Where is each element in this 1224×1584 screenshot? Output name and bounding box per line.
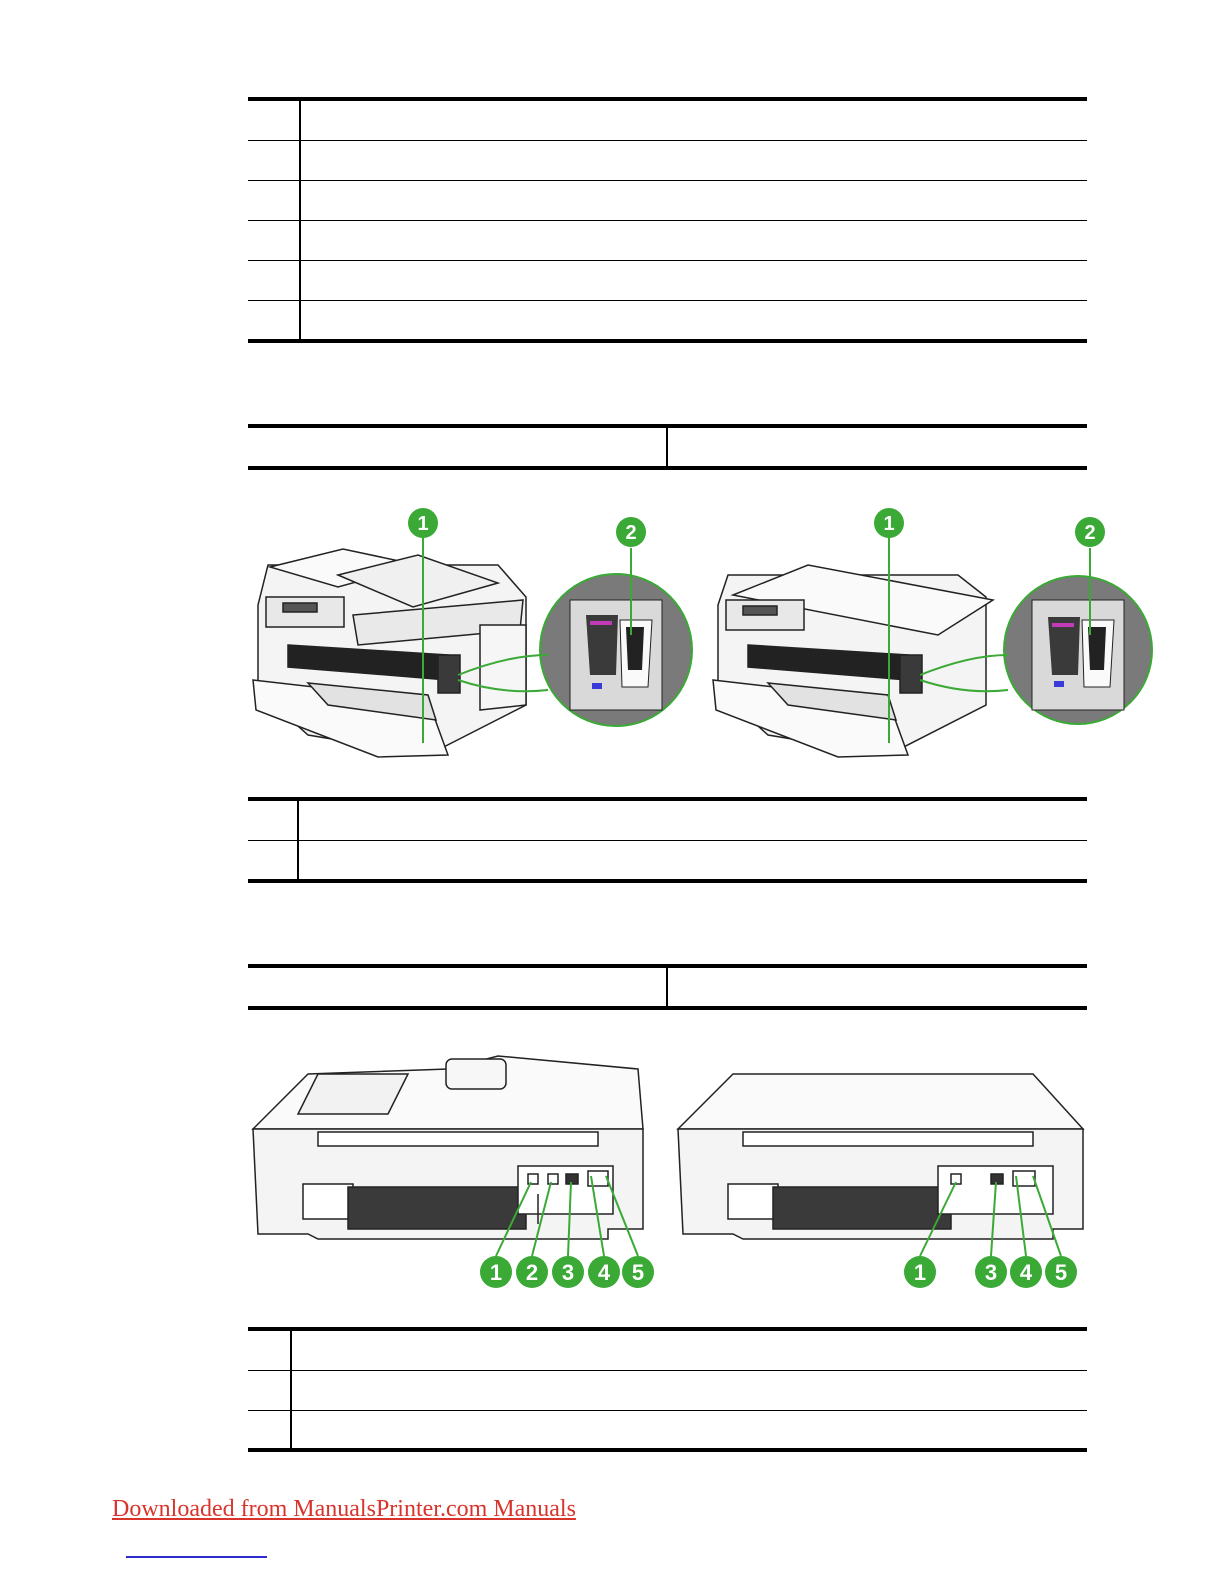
svg-text:2: 2 [625,522,637,544]
table-row [248,1370,1087,1371]
callout-4 [1010,1256,1042,1288]
table-row [248,260,1087,261]
callout-4 [588,1256,620,1288]
table-column-divider [290,1331,292,1449]
callout-2 [1075,517,1105,547]
svg-text:4: 4 [1019,1260,1033,1285]
svg-text:1: 1 [913,1260,927,1285]
svg-text:3: 3 [984,1260,998,1285]
svg-text:5: 5 [1054,1260,1068,1285]
figure-back-view-ports [248,1044,1088,1294]
table-row [248,180,1087,181]
table-row [248,840,1087,841]
callout-3 [975,1256,1007,1288]
printer-adf-back-illustration [253,1056,643,1239]
table-bottom-rule [248,466,1087,470]
callout-2 [516,1256,548,1288]
table-row [248,1410,1087,1411]
callout-5 [1045,1256,1077,1288]
table-row [248,300,1087,301]
svg-text:1: 1 [489,1260,503,1285]
svg-text:5: 5 [631,1260,645,1285]
table-bottom-rule [248,339,1087,343]
printer-flatbed-back-illustration [678,1074,1083,1239]
svg-text:1: 1 [883,513,895,535]
printer-adf-front-illustration [253,549,526,757]
callout-1 [408,508,438,538]
callout-1 [480,1256,512,1288]
table-column-divider [666,428,668,467]
callout-5 [622,1256,654,1288]
table-bottom-rule [248,1006,1087,1010]
printer-flatbed-front-illustration [713,565,993,757]
figure-front-cartridge-access [248,505,1158,760]
table-bottom-rule [248,1448,1087,1452]
callout-1 [874,508,904,538]
download-source-link[interactable]: Downloaded from ManualsPrinter.com Manuals [112,1496,576,1522]
callout-3 [552,1256,584,1288]
callout-1 [904,1256,936,1288]
svg-text:4: 4 [597,1260,611,1285]
svg-text:2: 2 [525,1260,539,1285]
table-column-divider [666,968,668,1007]
svg-text:3: 3 [561,1260,575,1285]
svg-text:1: 1 [417,513,429,535]
table-row [248,140,1087,141]
table-top-rule [248,1327,1087,1331]
svg-text:2: 2 [1084,522,1096,544]
table-top-rule [248,797,1087,801]
table-top-rule [248,97,1087,101]
link-underline-stub [126,1556,267,1558]
table-row [248,220,1087,221]
table-bottom-rule [248,879,1087,883]
callout-2 [616,517,646,547]
